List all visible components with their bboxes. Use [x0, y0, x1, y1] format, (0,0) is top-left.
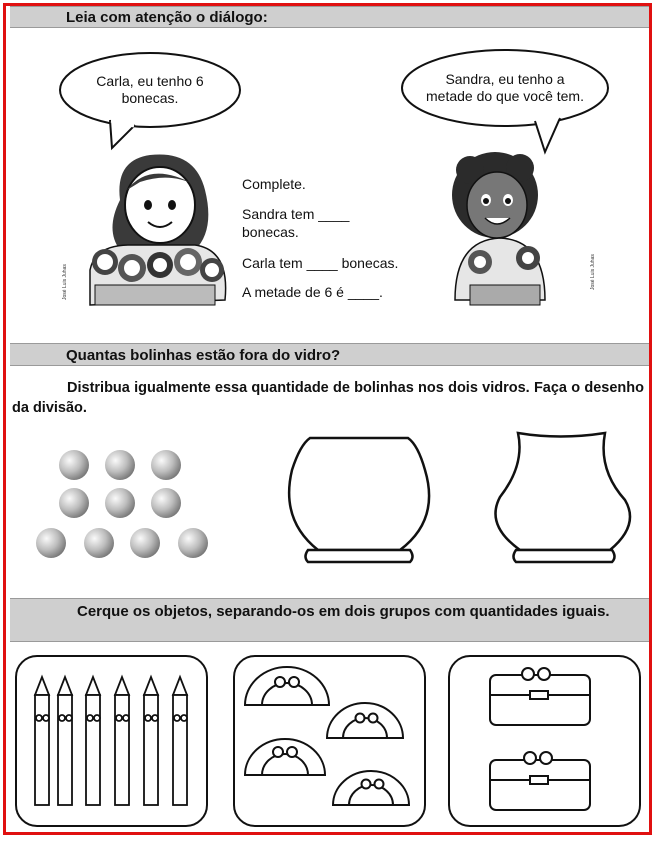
cases-box[interactable]: [448, 655, 641, 827]
marbles-instruction: Distribua igualmente essa quantidade de bolinhas nos dois vidros. Faça o desenho da divisão.: [12, 380, 644, 416]
protractors-box[interactable]: [233, 655, 426, 827]
girl-with-doll-illustration: [452, 152, 545, 305]
marble: [84, 528, 114, 558]
sandra-line: Sandra tem ____ bonecas.: [242, 206, 350, 240]
section-title-dialog: Leia com atenção o diálogo:: [10, 6, 649, 28]
round-jar[interactable]: [289, 438, 429, 562]
marble: [59, 450, 89, 480]
complete-label: Complete.: [242, 176, 306, 192]
section-title-groups: Cerque os objetos, separando-os em dois grupos com quantidades iguais.: [10, 598, 649, 642]
speech-text-left: Carla, eu tenho 6 bonecas.: [96, 73, 204, 106]
marble: [59, 488, 89, 518]
marble: [151, 450, 181, 480]
girl-with-dolls-illustration: [90, 154, 226, 305]
credit-left: José Luis Juhas: [62, 264, 68, 300]
marble: [151, 488, 181, 518]
marble: [130, 528, 160, 558]
marble: [36, 528, 66, 558]
pencils-box[interactable]: [15, 655, 208, 827]
marble: [178, 528, 208, 558]
credit-right: José Luis Juhas: [590, 254, 596, 290]
carla-line: Carla tem ____ bonecas.: [242, 255, 399, 271]
half-line: A metade de 6 é ____.: [242, 284, 383, 300]
marble: [105, 450, 135, 480]
section-title-marbles: Quantas bolinhas estão fora do vidro?: [10, 343, 649, 366]
marble: [105, 488, 135, 518]
vase-jar[interactable]: [496, 433, 631, 562]
marbles: [36, 450, 208, 558]
speech-text-right: Sandra, eu tenho a metade do que você tem.: [426, 71, 584, 104]
